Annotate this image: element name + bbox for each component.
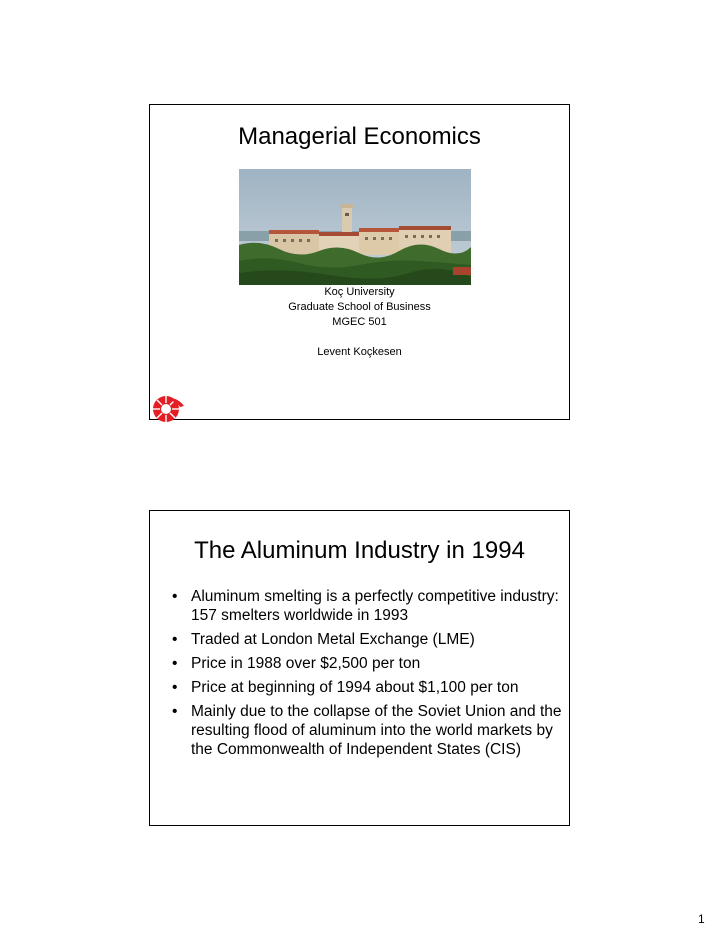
slide-2-title: The Aluminum Industry in 1994 xyxy=(194,537,525,564)
bullet-item xyxy=(172,630,562,649)
slide-1-subtitle xyxy=(150,285,569,360)
bullet-glyph: • xyxy=(172,703,178,720)
school-name: Graduate School of Business xyxy=(288,301,431,313)
bullet-text: Mainly due to the collapse of the Soviet Union and the resulting flood of aluminum into the world markets by the Commonwealth of Independent States (CIS) xyxy=(191,703,562,758)
bullet-item xyxy=(172,702,562,759)
slide-2 xyxy=(149,510,570,826)
koc-university-logo-icon xyxy=(150,392,186,422)
course-code: MGEC 501 xyxy=(332,316,387,328)
bullet-item xyxy=(172,587,562,625)
bullet-text: Price in 1988 over $2,500 per ton xyxy=(191,655,421,672)
page-number: 1 xyxy=(698,912,705,926)
bullet-glyph: • xyxy=(172,631,178,648)
bullet-glyph: • xyxy=(172,679,178,696)
bullet-glyph: • xyxy=(172,588,178,605)
bullet-text: Traded at London Metal Exchange (LME) xyxy=(191,631,475,648)
slide-1-title: Managerial Economics xyxy=(238,123,481,150)
bullet-list xyxy=(172,587,562,764)
university-name: Koç University xyxy=(324,286,395,298)
slide-1 xyxy=(149,104,570,420)
bullet-item xyxy=(172,678,562,697)
bullet-item xyxy=(172,654,562,673)
bullet-text: Aluminum smelting is a perfectly competitive industry: 157 smelters worldwide in 1993 xyxy=(191,588,559,624)
author-name: Levent Koçkesen xyxy=(317,346,402,358)
bullet-glyph: • xyxy=(172,655,178,672)
bullet-text: Price at beginning of 1994 about $1,100 per ton xyxy=(191,679,519,696)
campus-photo xyxy=(239,169,471,285)
subtitle-spacer xyxy=(150,330,569,345)
